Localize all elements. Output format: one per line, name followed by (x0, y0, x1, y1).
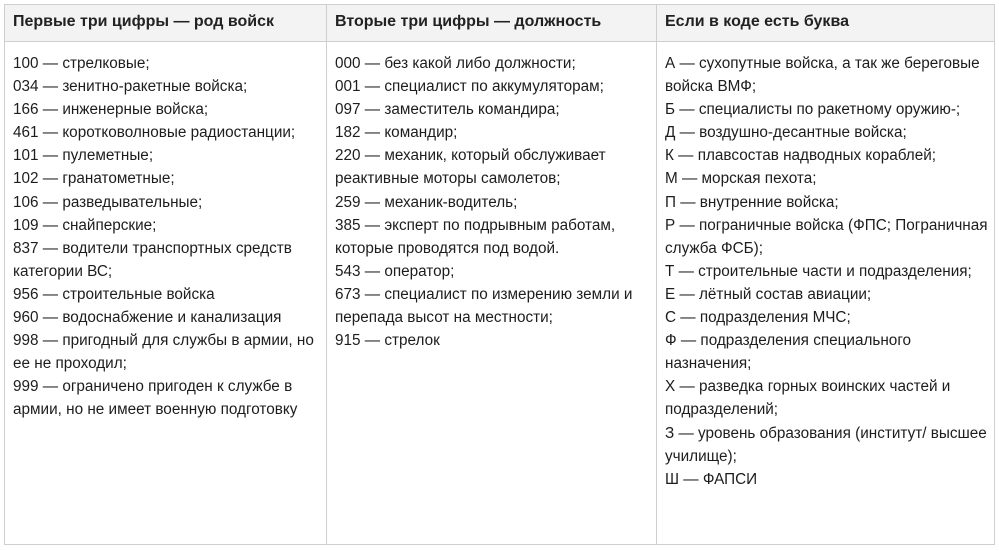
list-item: 109 — снайперские; (13, 216, 157, 234)
codes-table (4, 4, 995, 545)
column-branch (5, 5, 326, 544)
list-item: 956 — строительные войска (13, 285, 215, 303)
list-item: Ф — подразделения специального назначения; (665, 332, 912, 373)
list-item: 461 — коротковолновые радиостанции; (13, 124, 296, 142)
list-item: К — плавсостав надводных кораблей; (665, 147, 937, 165)
list-item: Е — лётный состав авиации; (665, 285, 872, 303)
list-item: 673 — специалист по измерению земли и перепада высот на местности; (335, 285, 633, 327)
list-item: З — уровень образования (институт/ высшее училище); (665, 424, 987, 465)
list-item: 998 — пригодный для службы в армии, но ее не проходил; (13, 332, 314, 373)
column-header-branch: Первые три цифры — род войск (5, 5, 326, 42)
list-item: А — сухопутные войска, а так же береговые войска ВМФ; (665, 55, 980, 96)
column-body-position (327, 42, 656, 352)
list-item: Р — пограничные войска (ФПС; Пограничная служба ФСБ); (665, 216, 988, 257)
list-item: 220 — механик, который обслуживает реактивные моторы самолетов; (335, 147, 606, 188)
list-item: 543 — оператор; (335, 262, 455, 280)
column-body-branch (5, 42, 326, 422)
list-item: М — морская пехота; (665, 170, 817, 188)
column-body-letter (657, 42, 994, 491)
list-item: Ш — ФАПСИ (665, 470, 758, 488)
list-item: 999 — ограничено пригоден к службе в армии, но не имеет военную подготовку (13, 378, 298, 419)
list-item: 106 — разведывательные; (13, 193, 203, 211)
list-item: 102 — гранатометные; (13, 170, 175, 188)
list-item: 837 — водители транспортных средств категории ВС; (13, 239, 292, 280)
list-item: 097 — заместитель командира; (335, 101, 560, 119)
list-item: 034 — зенитно-ракетные войска; (13, 78, 248, 96)
list-item: Д — воздушно-десантные войска; (665, 124, 907, 142)
column-header-position: Вторые три цифры — должность (327, 5, 656, 42)
list-item: Б — специалисты по ракетному оружию-; (665, 101, 961, 119)
list-item: 182 — командир; (335, 124, 458, 142)
list-item: 960 — водоснабжение и канализация (13, 309, 282, 327)
list-item: Т — строительные части и подразделения; (665, 262, 972, 280)
list-item: 166 — инженерные войска; (13, 101, 209, 119)
list-item: П — внутренние войска; (665, 193, 839, 211)
list-item: 259 — механик-водитель; (335, 193, 518, 211)
column-letter (656, 5, 994, 544)
list-item: 915 — стрелок (335, 332, 440, 350)
list-item: 385 — эксперт по подрывным работам, которые проводятся под водой. (335, 216, 616, 257)
column-position (326, 5, 656, 544)
list-item: 000 — без какой либо должности; (335, 55, 576, 72)
list-item: Х — разведка горных воинских частей и подразделений; (665, 378, 951, 419)
column-header-letter: Если в коде есть буква (657, 5, 994, 42)
list-item: 100 — стрелковые; (13, 55, 150, 72)
list-item: С — подразделения МЧС; (665, 309, 851, 327)
list-item: 001 — специалист по аккумуляторам; (335, 78, 604, 96)
list-item: 101 — пулеметные; (13, 147, 154, 165)
